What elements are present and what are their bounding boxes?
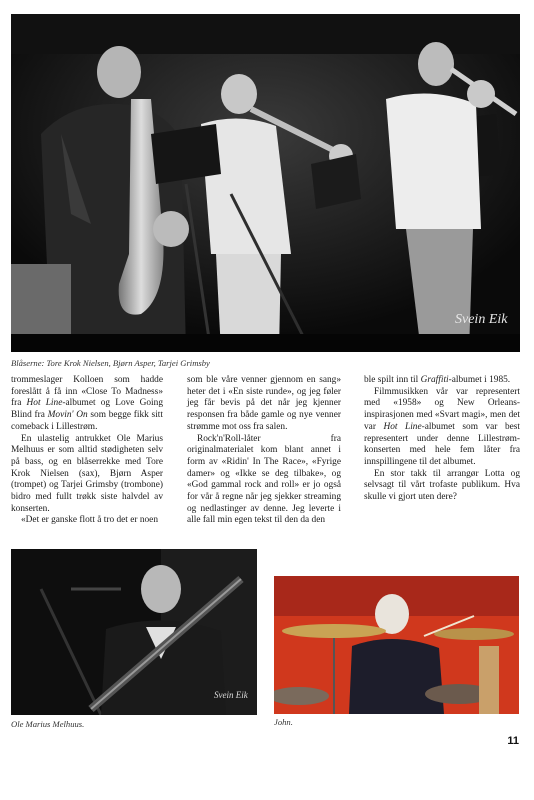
caption-horn-section: Blåserne: Tore Krok Nielsen, Bjørn Asper, Tarjei Grimsby (11, 358, 210, 368)
page-number: 11 (507, 735, 519, 747)
text-run: «Det er ganske flott å tro det er noen (21, 515, 158, 526)
paragraph (11, 434, 163, 516)
text-run: -albumet og Love Going Blind fra (11, 398, 163, 421)
text-column-1 (11, 375, 163, 527)
paragraph (11, 515, 163, 527)
italic-title: Hot Line (383, 421, 422, 432)
text-run: -albumet som var best representert under denne Lillestrøm-konserten med hele fem låter fra innspillingene til det albumet. (364, 421, 520, 467)
photo-horn-section (11, 14, 520, 352)
photo-watermark-band: Svein Eik (455, 312, 508, 327)
italic-title: Graffiti (420, 375, 449, 385)
text-run: -albumet i 1985. (448, 375, 511, 385)
text-run: som begge fikk sitt comeback i Lillestrøm. (11, 410, 163, 432)
text-column-3 (364, 375, 520, 504)
paragraph (364, 469, 520, 504)
text-run: ble spilt inn til (364, 375, 421, 385)
text-run: En stor takk til arrangør Lotta og selvsagt til vårt trofaste publikum. Hva skulle vi gjort uten dere? (364, 468, 520, 503)
paragraph (187, 375, 341, 434)
text-run: som ble våre venner gjennom en sang» heter det i «En siste runde», og jeg føler jeg får bevis på det når jeg kjenner responsen fra både gamle og nye venner strømme mot oss fra salen. (187, 375, 341, 432)
photo-watermark-ole: Svein Eik (214, 690, 248, 700)
photo-drummer (274, 576, 519, 714)
italic-title: Movin' On (47, 410, 88, 421)
paragraph (11, 375, 163, 434)
italic-title: Hot Line (26, 398, 63, 409)
caption-drummer: John. (274, 717, 293, 727)
text-run: trommeslager Kolloen som hadde foreslått å få inn «Close To Madness» fra (11, 375, 163, 409)
text-run: En ulastelig antrukket Ole Marius Melhuus er som alltid stødigheten selv på bass, og en blåserrekke med Tore Krok Nielsen (sax), Bjørn Asper (trompet) og Tarjei Grimsby (trombone) bidro med fullt trøkk siste halvdel av konserten. (11, 433, 163, 514)
paragraph (187, 434, 341, 528)
text-run: Filmmusikken vår var representert med «1958» og New Orleans-inspirasjonen med «Svart magi», men det var (364, 386, 520, 432)
caption-bassist: Ole Marius Melhuus. (11, 719, 85, 729)
paragraph (364, 375, 520, 387)
text-run: Rock'n'Roll-låter fra originalmaterialet kom blant annet i form av «Ridin' In The Race», «Fyrige damer» og «Ikke se deg tilbake», og «God gammal rock and roll» er jo også for vår å regne når jeg sjekker streaming og nedlastinger av denne. Jeg leverte i alle fall min egen tekst til den da den (187, 433, 341, 526)
paragraph (364, 387, 520, 469)
text-column-2 (187, 375, 341, 527)
